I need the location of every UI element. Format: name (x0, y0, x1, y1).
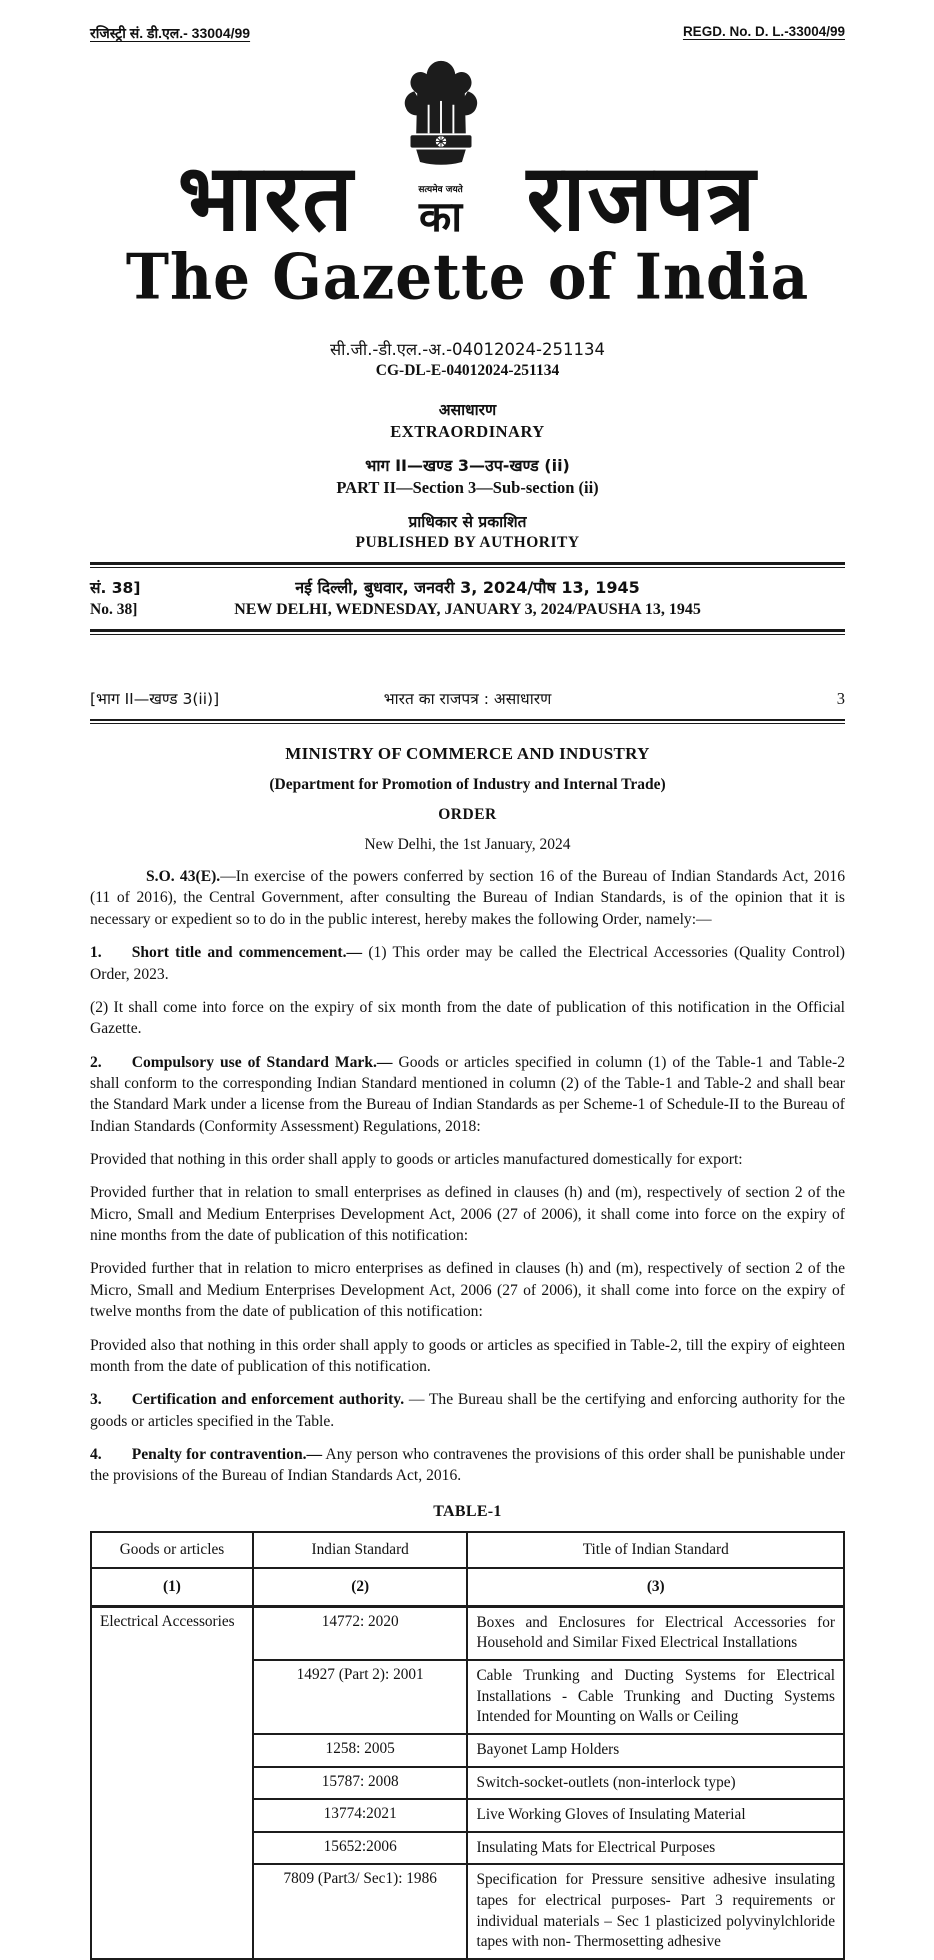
proviso-paragraph (90, 1258, 845, 1322)
clause-number: 4. (90, 1446, 102, 1463)
proviso-text: Provided further that in relation to micro enterprises as defined in clauses (h) and (m), respectively of section 2 of the Micro, Small and Medium Enterprises Development Act, 2006 (27 of 2006), it shall come into force on the expiry of twelve months from the date of publication of this notification: (90, 1260, 845, 1321)
clause-title: Short title and commencement.— (131, 944, 363, 962)
gazette-title-english: The Gazette of India (125, 240, 810, 314)
masthead-title-hindi-right: राजपत्र (526, 142, 758, 252)
clause-number: 1. (90, 944, 102, 962)
standards-table (90, 1531, 845, 1960)
col-number-1: (1) (91, 1568, 253, 1607)
extraordinary-english: EXTRAORDINARY (390, 422, 545, 442)
clause-paragraph (90, 1389, 845, 1432)
proviso-paragraph (90, 1149, 845, 1170)
title-cell: Cable Trunking and Ducting Systems for Electrical Installations - Cable Trunking and Ducting Systems Intended for Mounting on Walls or Ceiling (467, 1660, 844, 1734)
title-cell: Switch-socket-outlets (non-interlock type) (467, 1767, 844, 1800)
gazette-code-english: CG-DL-E-04012024-251134 (375, 362, 560, 380)
title-cell: Insulating Mats for Electrical Purposes (467, 1832, 844, 1865)
title-cell: Bayonet Lamp Holders (467, 1734, 844, 1767)
col-number-2: (2) (253, 1568, 468, 1607)
double-rule (90, 562, 845, 568)
clause-paragraph (90, 942, 845, 985)
clause-number: 3. (90, 1391, 102, 1409)
issue-date-english: NEW DELHI, WEDNESDAY, JANUARY 3, 2024/PAUSHA 13, 1945 (234, 601, 701, 619)
proviso-text: Provided also that nothing in this order shall apply to goods or articles as specified in Table-2, till the expiry of eighteen month from the date of publication of this notification. (90, 1336, 845, 1375)
part-section-english: PART II—Section 3—Sub-section (ii) (336, 478, 599, 498)
table-colnum-row (91, 1568, 844, 1607)
standard-cell: 14772: 2020 (253, 1606, 468, 1660)
clause-text: — The Bureau shall be the certifying and enforcing authority for the goods or articles specified in the Table. (90, 1391, 846, 1430)
national-emblem-icon (393, 59, 489, 181)
masthead (90, 59, 845, 314)
standard-cell: 13774:2021 (253, 1799, 468, 1832)
table-header-row (91, 1532, 844, 1568)
title-cell: Live Working Gloves of Insulating Material (467, 1799, 844, 1832)
title-cell: Specification for Pressure sensitive adhesive insulating tapes for electrical purposes- Part 3 requirements or individual materials – Sec 1 plasticized polyvinylchloride tapes with non- Thermosetting adhesive (467, 1864, 844, 1959)
page-number: 3 (836, 689, 845, 709)
clause-paragraph (90, 1052, 845, 1137)
proviso-paragraph (90, 1335, 845, 1378)
gazette-code-hindi: सी.जी.-डी.एल.-अ.-04012024-251134 (330, 340, 605, 360)
running-header (90, 687, 845, 709)
issue-number-hindi: सं. 38] (90, 579, 141, 598)
emblem-motto: सत्यमेव जयते (418, 185, 463, 195)
registration-number-english: REGD. No. D. L.-33004/99 (682, 24, 845, 39)
registration-row (90, 24, 845, 43)
table-row (91, 1606, 844, 1660)
department-heading: (Department for Promotion of Industry and Internal Trade) (269, 776, 666, 794)
standard-cell: 14927 (Part 2): 2001 (253, 1660, 468, 1734)
clause-text: (1) This order may be called the Electrical Accessories (Quality Control) Order, 2023. (90, 944, 846, 983)
clause-paragraph (90, 997, 845, 1040)
order-heading: ORDER (438, 806, 497, 824)
clause-text: (2) It shall come into force on the expiry of six month from the date of publication of this notification in the Official Gazette. (90, 998, 845, 1038)
authority-hindi: प्राधिकार से प्रकाशित (408, 513, 527, 532)
title-cell: Boxes and Enclosures for Electrical Accessories for Household and Similar Fixed Electrical Installations (467, 1606, 844, 1660)
registration-number-hindi: रजिस्ट्री सं. डी.एल.- 33004/99 (90, 25, 251, 41)
clause-text: Any person who contravenes the provisions of this order shall be punishable under the provisions of the Bureau of Indian Standards Act, 2016. (90, 1446, 845, 1485)
issue-number-english: No. 38] (90, 601, 138, 619)
standard-cell: 15787: 2008 (253, 1767, 468, 1800)
place-date-line: New Delhi, the 1st January, 2024 (364, 836, 571, 854)
double-rule (90, 719, 845, 724)
issue-info (90, 576, 845, 619)
goods-cell: Electrical Accessories (91, 1606, 253, 1959)
col-number-3: (3) (467, 1568, 844, 1607)
standard-cell: 7809 (Part3/ Sec1): 1986 (253, 1864, 468, 1959)
so-paragraph (90, 866, 845, 930)
running-header-title: भारत का राजपत्र : असाधारण (383, 690, 552, 709)
authority-english: PUBLISHED BY AUTHORITY (355, 534, 580, 552)
proviso-paragraph (90, 1182, 845, 1246)
col-header-title: Title of Indian Standard (467, 1532, 844, 1568)
col-header-standard: Indian Standard (253, 1532, 468, 1568)
extraordinary-hindi: असाधारण (438, 401, 497, 420)
masthead-title-hindi-middle: का (419, 192, 463, 241)
issue-date-hindi: नई दिल्ली, बुधवार, जनवरी 3, 2024/पौष 13, 1945 (295, 578, 640, 598)
clause-text: Goods or articles specified in column (1) of the Table-1 and Table-2 shall conform to the corresponding Indian Standard mentioned in column (2) of the Table-1 and Table-2 and shall bear the Standard Mark under a license from the Bureau of Indian Standards as per Scheme-1 of Schedule-II to the Bureau of Indian Standards (Conformity Assessment) Regulations, 2018: (90, 1053, 845, 1135)
ministry-heading: MINISTRY OF COMMERCE AND INDUSTRY (285, 744, 650, 764)
clause-paragraph (90, 1444, 845, 1487)
so-number: S.O. 43(E). (146, 868, 221, 886)
table-caption: TABLE-1 (433, 1502, 502, 1520)
proviso-text: Provided further that in relation to small enterprises as defined in clauses (h) and (m), respectively of section 2 of the Micro, Small and Medium Enterprises Development Act, 2006 (27 of 2006), it shall come into force on the expiry of nine months from the date of publication of this notification: (90, 1184, 845, 1245)
running-header-part: [भाग II—खण्ड 3(ii)] (90, 690, 220, 709)
standard-cell: 15652:2006 (253, 1832, 468, 1865)
proviso-text: Provided that nothing in this order shall apply to goods or articles manufactured domestically for export: (90, 1151, 743, 1169)
masthead-title-hindi-left: भारत (177, 142, 355, 252)
part-section-hindi: भाग II—खण्ड 3—उप-खण्ड (ii) (365, 456, 570, 476)
clause-title: Compulsory use of Standard Mark.— (131, 1053, 393, 1071)
clause-title: Penalty for contravention.— (131, 1446, 323, 1463)
standard-cell: 1258: 2005 (253, 1734, 468, 1767)
col-header-goods: Goods or articles (91, 1532, 253, 1568)
clause-number: 2. (90, 1053, 102, 1071)
so-text: —In exercise of the powers conferred by section 16 of the Bureau of Indian Standards Act, 2016 (11 of 2016), the Central Government, after consulting the Bureau of Indian Standards, is of the opinion that it is necessary or expedient so to do in the public interest, hereby makes the following Order, namely:— (90, 868, 845, 928)
clause-title: Certification and enforcement authority. (131, 1391, 405, 1409)
